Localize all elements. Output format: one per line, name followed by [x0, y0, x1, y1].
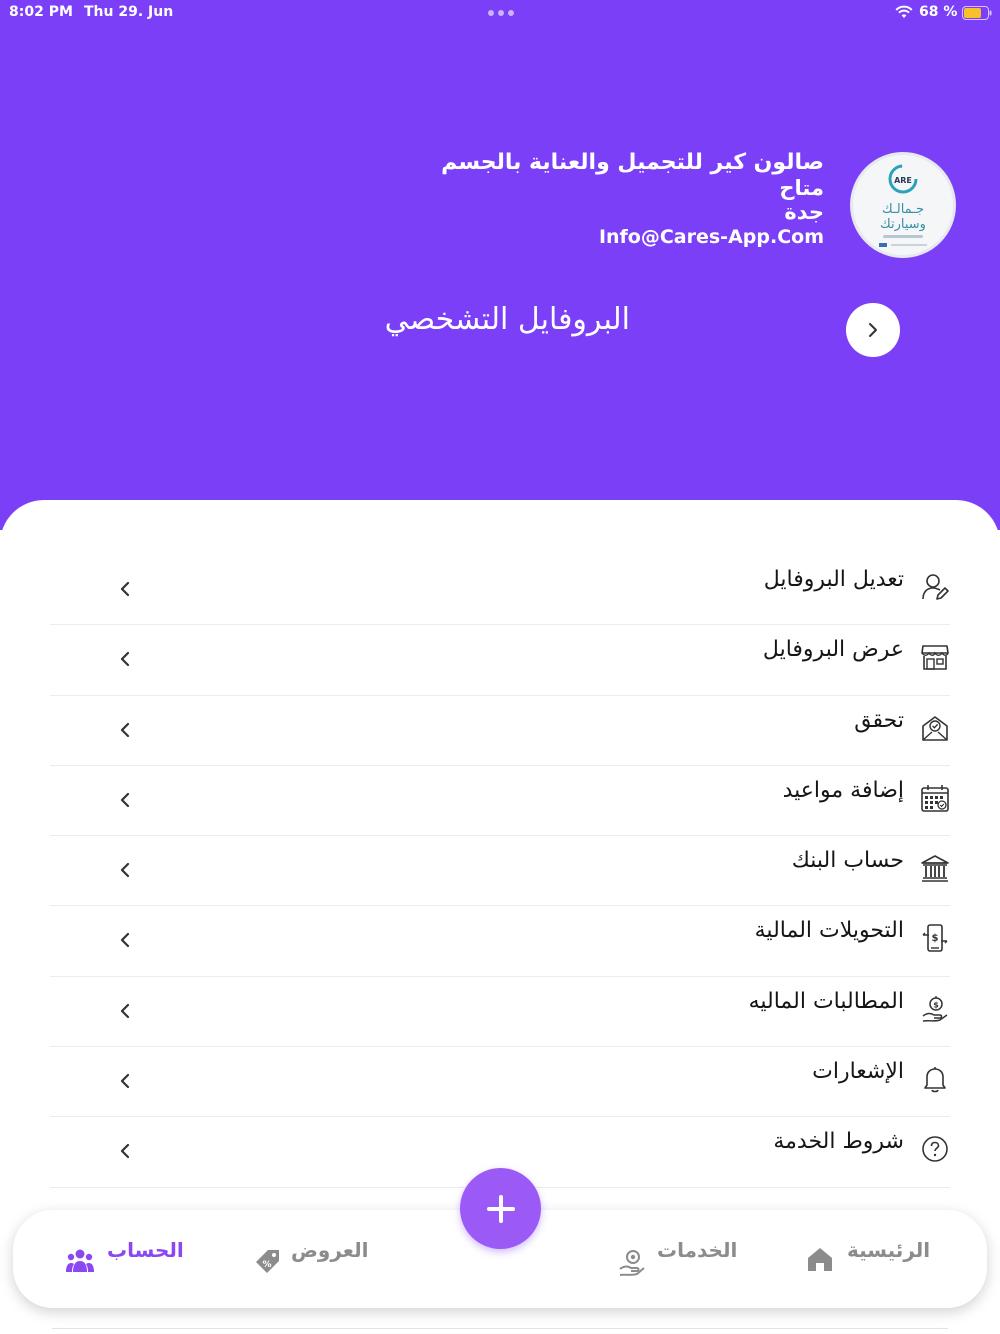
- profile-header: [0, 0, 1000, 530]
- availability-status: متاح: [779, 176, 824, 200]
- menu-item-label: إضافة مواعيد: [782, 777, 904, 803]
- menu-item-money-transfers[interactable]: [50, 906, 950, 976]
- plus-icon: [485, 1193, 517, 1225]
- divider: [52, 1328, 948, 1329]
- salon-email: Info@Cares-App.Com: [598, 226, 824, 248]
- svg-text:$: $: [931, 933, 939, 945]
- menu-item-label: الإشعارات: [812, 1059, 904, 1085]
- menu-item-label: شروط الخدمة: [773, 1129, 904, 1155]
- nav-home-label: الرئيسية: [847, 1238, 931, 1262]
- salon-name: صالون كير للتجميل والعناية بالجسم: [441, 150, 824, 175]
- chevron-left-icon: [118, 1071, 132, 1091]
- user-edit-icon: [920, 572, 950, 602]
- avatar-text-1: جـمالـك: [881, 202, 925, 217]
- menu-item-edit-profile[interactable]: [50, 555, 950, 625]
- menu-item-add-appointments[interactable]: [50, 766, 950, 836]
- nav-account-label: الحساب: [107, 1238, 184, 1262]
- profile-arrow-button[interactable]: [846, 303, 900, 357]
- status-bar: [0, 0, 1000, 26]
- cares-logo-icon: [853, 155, 953, 255]
- verify-mail-icon: [920, 713, 950, 743]
- add-button[interactable]: [460, 1168, 541, 1249]
- profile-link-label[interactable]: البروفايل التشخصي: [384, 302, 630, 337]
- store-icon: [920, 642, 950, 672]
- nav-services[interactable]: [613, 1234, 763, 1284]
- money-transfer-icon: [920, 923, 950, 953]
- menu-item-bank-account[interactable]: [50, 836, 950, 906]
- battery-percent: 68 %: [919, 4, 958, 20]
- question-icon: [920, 1134, 950, 1164]
- chevron-left-icon: [118, 1141, 132, 1161]
- money-hand-icon: [920, 994, 950, 1024]
- menu-item-notifications[interactable]: [50, 1047, 950, 1117]
- menu-item-label: تعديل البروفايل: [763, 567, 904, 592]
- settings-menu: [50, 555, 950, 1188]
- status-date: Thu 29. Jun: [84, 4, 174, 20]
- services-icon: [617, 1248, 647, 1278]
- bell-icon: [920, 1064, 950, 1094]
- avatar[interactable]: [850, 152, 956, 258]
- avatar-text-2: وسيارتك: [880, 217, 926, 232]
- chevron-left-icon: [118, 579, 132, 599]
- bank-icon: [920, 853, 950, 883]
- chevron-left-icon: [118, 649, 132, 669]
- chevron-left-icon: [118, 1001, 132, 1021]
- menu-item-financial-claims[interactable]: [50, 977, 950, 1047]
- nav-offers-label: العروض: [291, 1238, 369, 1262]
- home-icon: [805, 1244, 835, 1274]
- calendar-icon: [920, 783, 950, 813]
- menu-item-label: عرض البروفايل: [762, 637, 904, 663]
- nav-account[interactable]: [65, 1234, 195, 1284]
- salon-info: [304, 150, 824, 250]
- chevron-left-icon: [118, 790, 132, 810]
- discount-tag-icon: [253, 1246, 283, 1276]
- menu-item-label: تحقق: [854, 707, 904, 733]
- nav-services-label: الخدمات: [657, 1238, 738, 1262]
- menu-item-label: المطالبات الماليه: [748, 988, 904, 1014]
- chevron-left-icon: [118, 930, 132, 950]
- menu-item-label: التحويلات المالية: [754, 918, 904, 944]
- salon-city: جدة: [784, 200, 824, 224]
- svg-text:ARE: ARE: [894, 176, 912, 185]
- nav-home[interactable]: [803, 1234, 943, 1284]
- svg-text:%: %: [262, 1260, 272, 1270]
- menu-item-label: حساب البنك: [791, 848, 904, 874]
- users-icon: [65, 1246, 95, 1276]
- battery-icon: [962, 6, 992, 20]
- nav-offers[interactable]: [251, 1234, 381, 1284]
- chevron-right-icon: [866, 321, 880, 339]
- menu-item-verify[interactable]: [50, 696, 950, 766]
- chevron-left-icon: [118, 860, 132, 880]
- svg-text:$: $: [933, 1000, 939, 1010]
- multitask-dots-icon[interactable]: [488, 10, 514, 16]
- chevron-left-icon: [118, 720, 132, 740]
- wifi-icon: [895, 5, 913, 19]
- menu-item-view-profile[interactable]: [50, 625, 950, 695]
- status-time: 8:02 PM: [9, 4, 73, 20]
